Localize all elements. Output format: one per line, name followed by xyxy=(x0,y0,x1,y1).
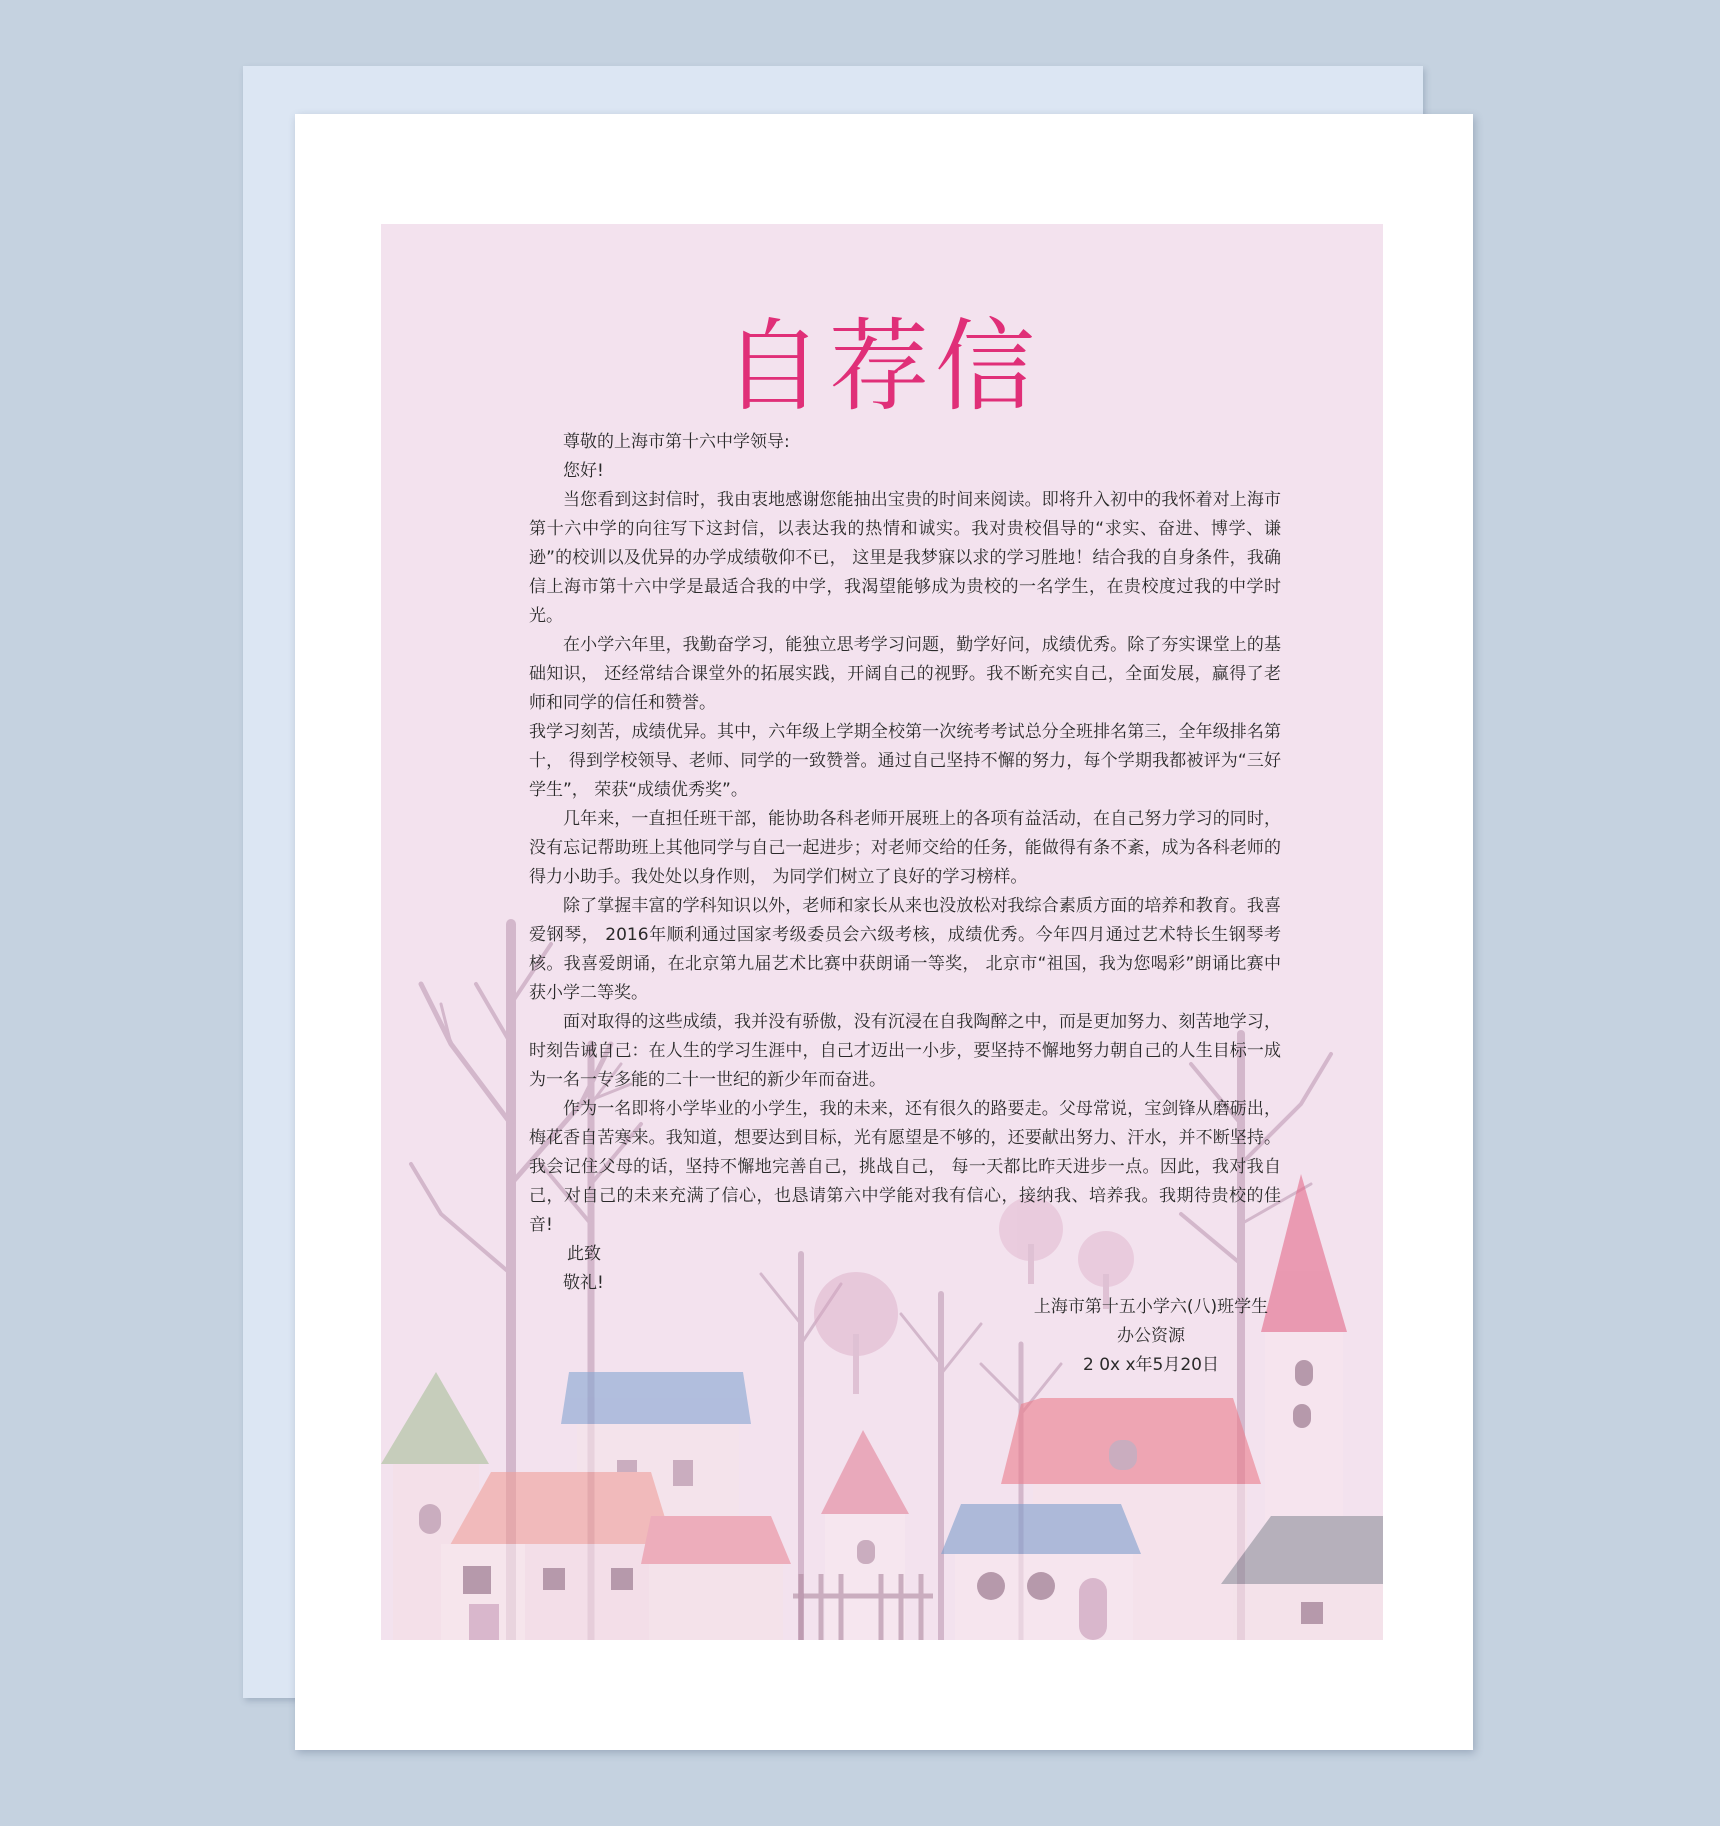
body-paragraph: 几年来，一直担任班干部，能协助各科老师开展班上的各项有益活动，在自己努力学习的同时，没有忘记帮助班上其他同学与自己一起进步；对老师交给的任务，能做得有条不紊，成为各科老师的得力小助手。我处处以身作则， 为同学们树立了良好的学习榜样。 xyxy=(529,809,1281,887)
body-paragraph: 作为一名即将小学毕业的小学生，我的未来，还有很久的路要走。父母常说，宝剑锋从磨砺出，梅花香自苦寒来。我知道，想要达到目标，光有愿望是不够的，还要献出努力、汗水，并不断坚持。我会记住父母的话，坚持不懈地完善自己，挑战自己， 每一天都比昨天进步一点。因此，我对我自己，对自己的未来充满了信心，也恳请第六中学能对我有信心，接纳我、培养我。我期待贵校的佳音! xyxy=(529,1099,1281,1235)
signature-name: 办公资源 xyxy=(1117,1326,1185,1346)
salutation: 尊敬的上海市第十六中学领导: xyxy=(563,432,790,452)
closing-phrase: 此致 xyxy=(567,1244,601,1264)
greeting: 您好! xyxy=(563,461,604,481)
signature-date: 2 0x x年5月20日 xyxy=(1082,1355,1219,1375)
body-paragraph: 在小学六年里，我勤奋学习，能独立思考学习问题，勤学好问，成绩优秀。除了夯实课堂上的基础知识， 还经常结合课堂外的拓展实践，开阔自己的视野。我不断充实自己，全面发展，赢得了老师和同学的信任和赞誉。 xyxy=(529,635,1281,713)
signature-school: 上海市第十五小学六(八)班学生 xyxy=(1033,1297,1269,1317)
body-paragraph: 当您看到这封信时，我由衷地感谢您能抽出宝贵的时间来阅读。即将升入初中的我怀着对上海市第十六中学的向往写下这封信，以表达我的热情和诚实。我对贵校倡导的“求实、奋进、博学、谦逊”的校训以及优异的办学成绩敬仰不已， 这里是我梦寐以求的学习胜地！结合我的自身条件，我确信上海市第十六中学是最适合我的中学，我渴望能够成为贵校的一名学生，在贵校度过我的中学时光。 xyxy=(529,490,1281,626)
body-paragraph: 面对取得的这些成绩，我并没有骄傲，没有沉浸在自我陶醉之中，而是更加努力、刻苦地学习，时刻告诫自己：在人生的学习生涯中，自己才迈出一小步，要坚持不懈地努力朝自己的人生目标一成为一名一专多能的二十一世纪的新少年而奋进。 xyxy=(529,1012,1281,1090)
letter-body xyxy=(529,428,1281,1298)
signature-block xyxy=(1001,1293,1301,1380)
body-paragraph: 除了掌握丰富的学科知识以外，老师和家长从来也没放松对我综合素质方面的培养和教育。我喜爱钢琴， 2016年顺利通过国家考级委员会六级考核，成绩优秀。今年四月通过艺术特长生钢琴考核。我喜爱朗诵，在北京第九届艺术比赛中获朗诵一等奖， 北京市“祖国，我为您喝彩”朗诵比赛中获小学二等奖。 xyxy=(529,896,1281,1003)
body-paragraph: 我学习刻苦，成绩优异。其中，六年级上学期全校第一次统考考试总分全班排名第三，全年级排名第十， 得到学校领导、老师、同学的一致赞誉。通过自己坚持不懈的努力，每个学期我都被评为“三好学生”， 荣获“成绩优秀奖”。 xyxy=(529,722,1281,800)
letter-title: 自荐信 xyxy=(723,308,1041,425)
letter-page xyxy=(381,224,1383,1640)
closing-regards: 敬礼! xyxy=(563,1273,604,1293)
